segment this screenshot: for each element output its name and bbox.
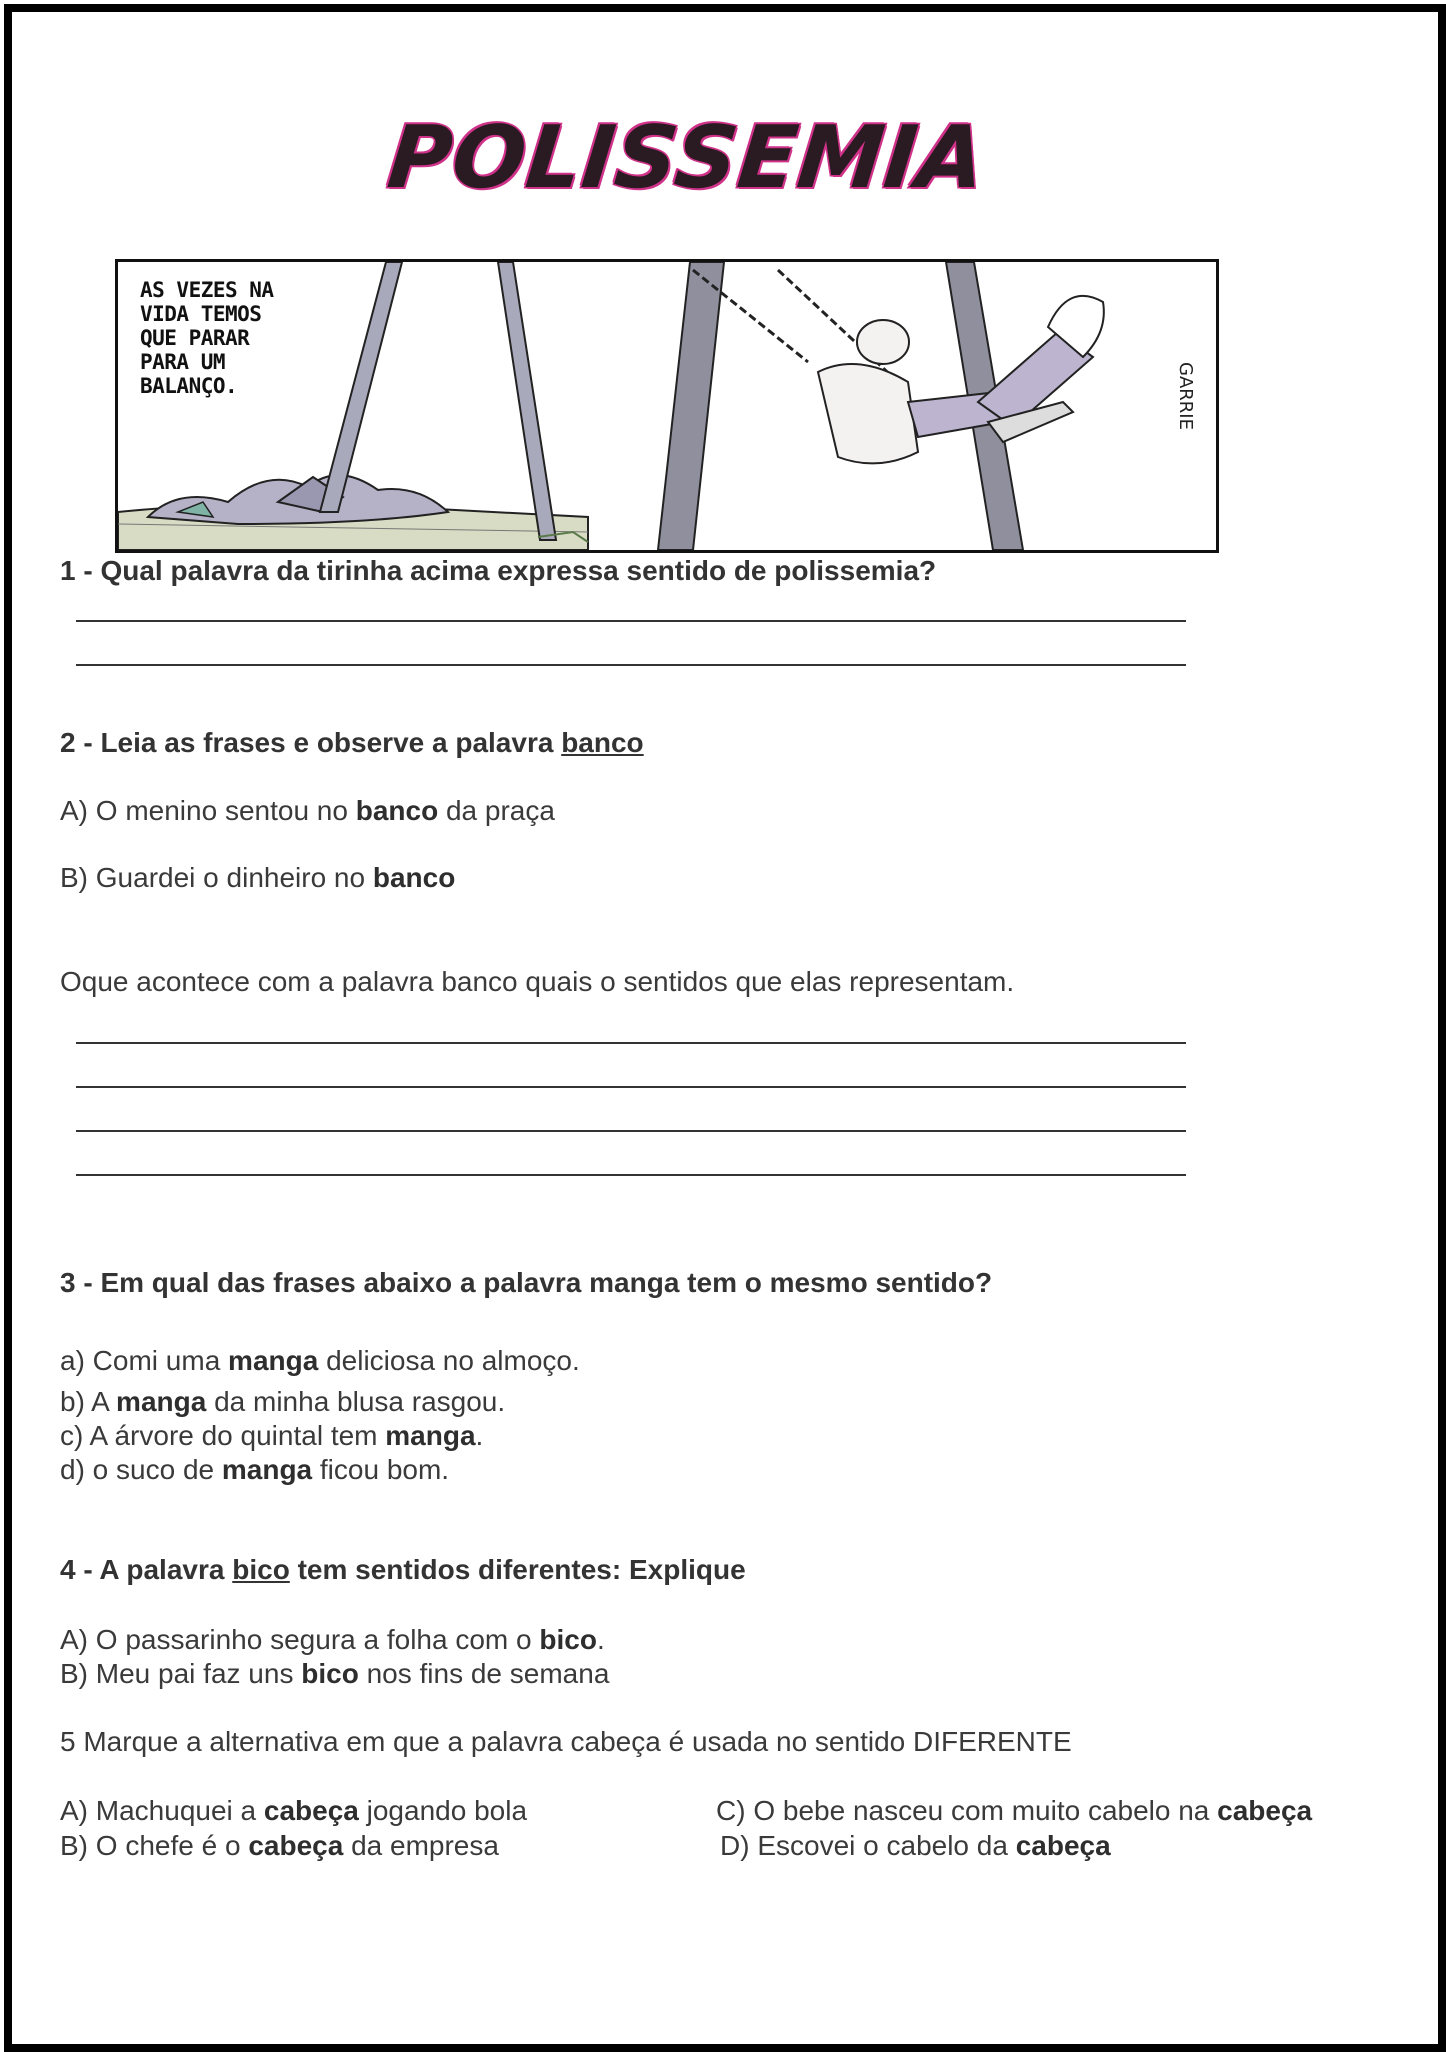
q4-option-a-text-end: . <box>596 1624 605 1655</box>
q5-option-b-keyword: cabeça <box>248 1830 344 1861</box>
q5-option-b <box>60 1829 499 1863</box>
q4-option-b-text: B) Meu pai faz uns <box>60 1658 302 1689</box>
q3-option-d <box>60 1453 449 1487</box>
q3-option-a-keyword: manga <box>228 1345 319 1376</box>
question-4 <box>60 1553 746 1587</box>
q3-option-c <box>60 1419 483 1453</box>
q5-option-d <box>720 1829 1111 1863</box>
q5-option-c-text: C) O bebe nasceu com muito cabelo na <box>716 1795 1218 1826</box>
comic-speech-text: AS VEZES NA VIDA TEMOS QUE PARAR PARA UM BALANÇO. <box>140 278 274 398</box>
question-2-prefix: 2 - Leia as frases e observe a palavra <box>60 727 562 758</box>
q4-option-a-text: A) O passarinho segura a folha com o <box>60 1624 540 1655</box>
q2-option-a-text-end: da praça <box>438 795 555 826</box>
q3-option-a <box>60 1344 580 1378</box>
q3-option-d-text: d) o suco de <box>60 1454 222 1485</box>
q4-option-a-keyword: bico <box>539 1624 597 1655</box>
question-1: 1 - Qual palavra da tirinha acima expressa sentido de polissemia? <box>60 555 937 586</box>
q2-followup: Oque acontece com a palavra banco quais o sentidos que elas representam. <box>60 966 1015 997</box>
comic-strip <box>115 259 1219 553</box>
svg-text:GARRIE: GARRIE <box>1175 362 1196 430</box>
question-4-suffix: tem sentidos diferentes: Explique <box>289 1554 746 1585</box>
q3-option-d-text-end: ficou bom. <box>312 1454 450 1485</box>
q5-option-c <box>716 1794 1312 1828</box>
worksheet-page <box>4 4 1446 2052</box>
q3-option-b-text: b) A <box>60 1386 117 1417</box>
q3-option-d-keyword: manga <box>221 1454 313 1485</box>
q5-option-b-text-end: da empresa <box>343 1830 499 1861</box>
q4-option-a <box>60 1623 605 1657</box>
page-title: POLISSEMIA <box>383 108 991 208</box>
q4-option-b <box>60 1657 609 1691</box>
q2-option-b-text: B) Guardei o dinheiro no <box>60 862 373 893</box>
q3-option-c-text-end: . <box>475 1420 484 1451</box>
answer-line <box>76 1130 1186 1132</box>
question-3: 3 - Em qual das frases abaixo a palavra manga tem o mesmo sentido? <box>60 1267 993 1298</box>
q2-option-a-keyword: banco <box>355 795 439 826</box>
q5-option-a-keyword: cabeça <box>263 1795 359 1826</box>
q2-option-a <box>60 794 555 828</box>
q5-option-a-text: A) Machuquei a <box>60 1795 264 1826</box>
answer-line <box>76 1042 1186 1044</box>
q2-option-b-keyword: banco <box>372 862 456 893</box>
q4-option-b-keyword: bico <box>301 1658 359 1689</box>
q3-option-b <box>60 1385 505 1419</box>
question-5: 5 Marque a alternativa em que a palavra cabeça é usada no sentido DIFERENTE <box>60 1726 1072 1757</box>
q5-option-b-text: B) O chefe é o <box>60 1830 249 1861</box>
answer-line <box>76 664 1186 666</box>
question-4-prefix: 4 - A palavra <box>60 1554 233 1585</box>
q5-option-c-keyword: cabeça <box>1217 1795 1313 1826</box>
answer-line <box>76 620 1186 622</box>
answer-line <box>76 1174 1186 1176</box>
q3-option-a-text: a) Comi uma <box>60 1345 229 1376</box>
question-2-keyword: banco <box>561 727 644 758</box>
q4-option-b-text-end: nos fins de semana <box>358 1658 610 1689</box>
answer-line <box>76 1086 1186 1088</box>
q5-option-a <box>60 1794 527 1828</box>
q5-option-d-keyword: cabeça <box>1015 1830 1111 1861</box>
q5-option-d-text: D) Escovei o cabelo da <box>720 1830 1016 1861</box>
question-2 <box>60 726 644 760</box>
q3-option-a-text-end: deliciosa no almoço. <box>318 1345 580 1376</box>
q3-option-b-keyword: manga <box>116 1386 207 1417</box>
q5-option-a-text-end: jogando bola <box>358 1795 528 1826</box>
q3-option-c-text: c) A árvore do quintal tem <box>60 1420 386 1451</box>
q2-option-b <box>60 861 455 895</box>
q3-option-b-text-end: da minha blusa rasgou. <box>206 1386 506 1417</box>
q2-option-a-text: A) O menino sentou no <box>60 795 356 826</box>
question-4-keyword: bico <box>232 1554 290 1585</box>
q3-option-c-keyword: manga <box>385 1420 476 1451</box>
